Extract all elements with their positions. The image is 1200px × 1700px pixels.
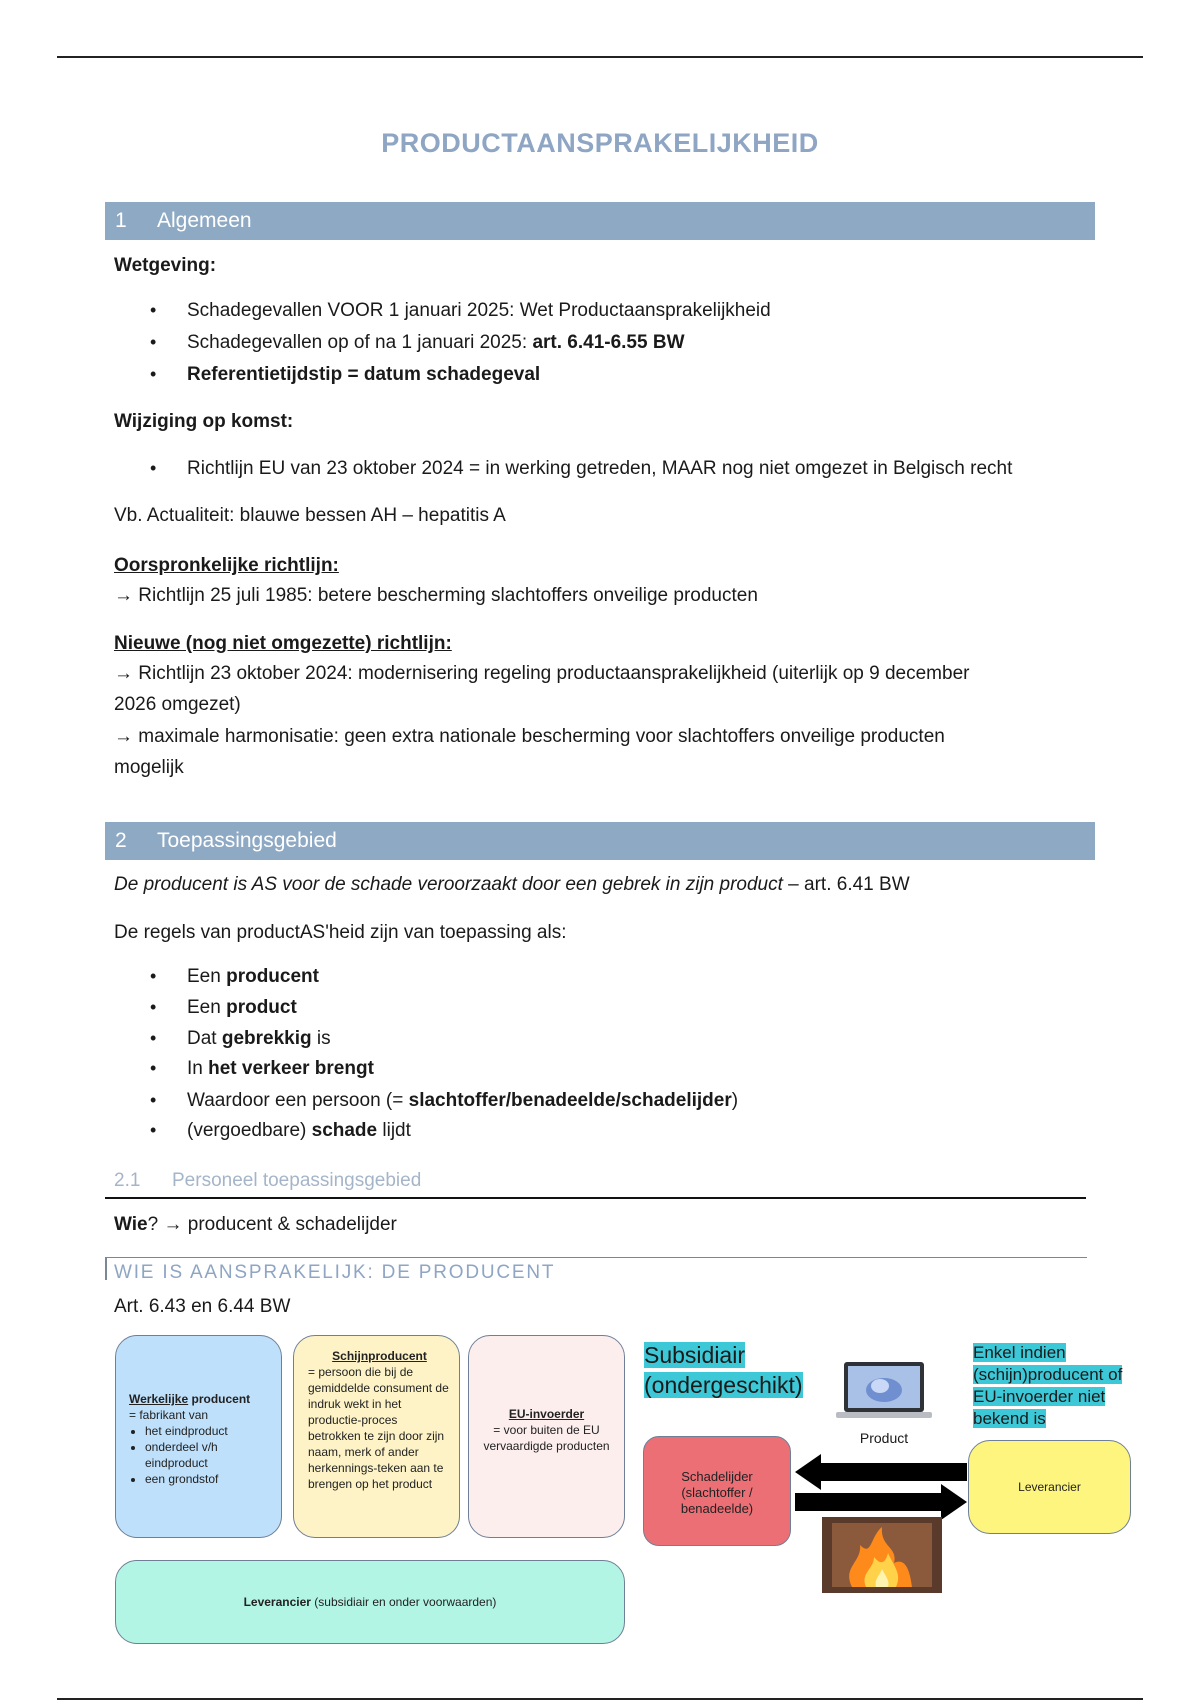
nieuwe-richtlijn-line: mogelijk: [114, 757, 184, 778]
list-item: • Schadegevallen VOOR 1 januari 2025: Wet Productaansprakelijkheid: [150, 300, 771, 332]
list-item: • het eindproduct: [145, 1423, 275, 1439]
list-item: • Dat gebrekkig is: [150, 1028, 738, 1058]
list-item: • Schadegevallen op of na 1 januari 2025: art. 6.41-6.55 BW: [150, 332, 771, 364]
nieuwe-richtlijn-label: Nieuwe (nog niet omgezette) richtlijn:: [114, 633, 452, 654]
schadelijder-card: Schadelijder (slachtoffer / benadeelde): [643, 1436, 791, 1546]
fire-icon: [822, 1517, 942, 1593]
nieuwe-richtlijn-line: 2026 omgezet): [114, 694, 241, 715]
subsection-underline: [105, 1197, 1086, 1199]
section-1-number: 1: [115, 209, 127, 232]
wijziging-label: Wijziging op komst:: [114, 411, 294, 432]
arrow-right-icon: [795, 1484, 967, 1520]
section-1-title: Algemeen: [157, 209, 252, 232]
wetgeving-label: Wetgeving:: [114, 255, 217, 276]
actualiteit-text: Vb. Actualiteit: blauwe bessen AH – hepatitis A: [114, 505, 506, 526]
subsidiair-label: Subsidiair (ondergeschikt): [644, 1342, 803, 1398]
nieuwe-richtlijn-line: → maximale harmonisatie: geen extra nationale bescherming voor slachtoffers onveilige producten: [114, 726, 945, 747]
section-2-number: 2: [115, 829, 127, 852]
definition-quote: De producent is AS voor de schade veroorzaakt door een gebrek in zijn product – art. 6.41 BW: [114, 874, 910, 895]
laptop-icon: [836, 1360, 932, 1422]
list-item: • Waardoor een persoon (= slachtoffer/benadeelde/schadelijder): [150, 1090, 738, 1120]
schijnproducent-card: Schijnproducent = persoon die bij de gemiddelde consument de indruk wekt in het productie-proces betrokken te zijn door zijn naam, merk of ander herkennings-teken aan te brengen op het product: [293, 1335, 460, 1538]
nieuwe-richtlijn-line: → Richtlijn 23 oktober 2024: modernisering regeling productaansprakelijkheid (uiterlijk op 9 december: [114, 663, 970, 684]
list-item: • onderdeel v/h eindproduct: [145, 1439, 275, 1471]
conditions-list: [150, 966, 738, 1150]
leverancier-right-card: Leverancier: [968, 1440, 1131, 1534]
wijziging-list: [150, 458, 1012, 480]
list-item: • Een producent: [150, 966, 738, 997]
applicability-intro: De regels van productAS'heid zijn van toepassing als:: [114, 922, 567, 943]
wie-line: Wie? → producent & schadelijder: [114, 1214, 397, 1235]
product-label: Product: [859, 1430, 909, 1446]
oorspronkelijke-richtlijn-text: → Richtlijn 25 juli 1985: betere bescherming slachtoffers onveilige producten: [114, 585, 758, 606]
list-item: • (vergoedbare) schade lijdt: [150, 1120, 738, 1150]
document-title: PRODUCTAANSPRAKELIJKHEID: [381, 128, 819, 158]
list-item: • Een product: [150, 997, 738, 1028]
section-1-header: [105, 202, 1095, 240]
articles-ref: Art. 6.43 en 6.44 BW: [114, 1296, 291, 1317]
producer-heading: WIE IS AANSPRAKELIJK: DE PRODUCENT: [114, 1262, 556, 1283]
list-item: • een grondstof: [145, 1471, 275, 1487]
top-rule: [57, 56, 1143, 58]
section-2-title: Toepassingsgebied: [157, 829, 337, 852]
list-item: • In het verkeer brengt: [150, 1058, 738, 1090]
eu-invoerder-card: EU-invoerder = voor buiten de EU vervaardigde producten: [468, 1335, 625, 1538]
list-item: • Richtlijn EU van 23 oktober 2024 = in werking getreden, MAAR nog niet omgezet in Belgisch recht: [150, 458, 1012, 480]
leverancier-bottom-card: Leverancier (subsidiair en onder voorwaarden): [115, 1560, 625, 1644]
oorspronkelijke-richtlijn-label: Oorspronkelijke richtlijn:: [114, 555, 339, 576]
list-item: • Referentietijdstip = datum schadegeval: [150, 364, 771, 396]
enkel-indien-note: Enkel indien (schijn)producent of EU-invoerder niet bekend is: [973, 1343, 1123, 1428]
section-2-header: [105, 822, 1095, 860]
wetgeving-list: [150, 300, 771, 396]
werkelijke-producent-card: Werkelijke producent = fabrikant van • het eindproduct • onderdeel v/h eindproduct • een grondstof: [115, 1335, 282, 1538]
